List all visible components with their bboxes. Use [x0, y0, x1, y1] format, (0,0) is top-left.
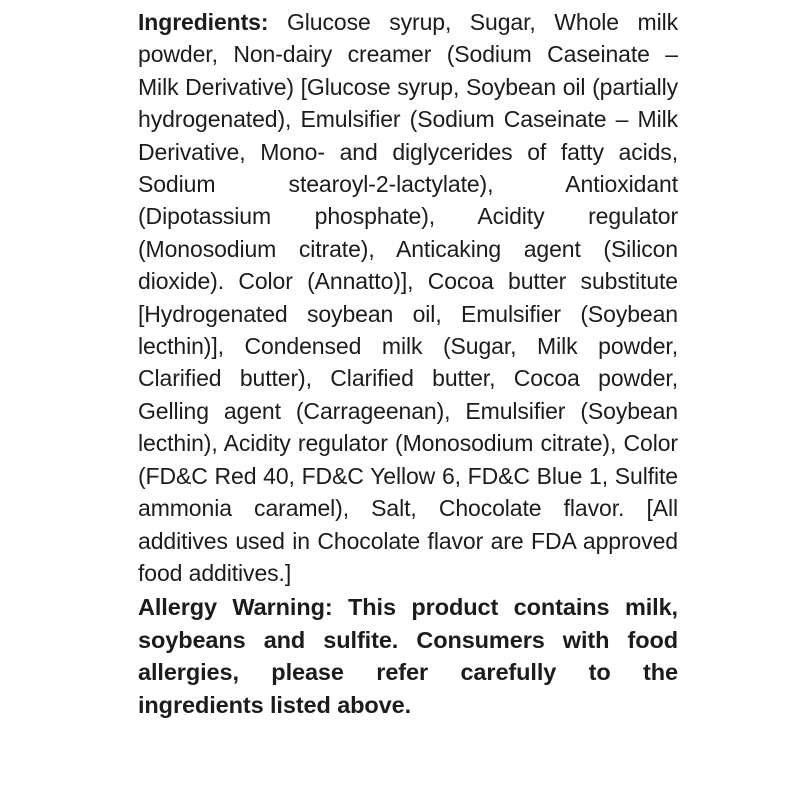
ingredients-heading: Ingredients:: [138, 9, 269, 35]
allergy-warning: Allergy Warning: This product contains milk, soybeans and sulfite. Consumers with food allergies, please refer carefully to the ingredients listed above.: [138, 594, 678, 718]
ingredients-paragraph: [138, 6, 678, 589]
ingredients-list: Glucose syrup, Sugar, Whole milk powder, Non-dairy creamer (Sodium Caseinate – Milk Derivative) [Glucose syrup, Soybean oil (partially hydrogenated), Emulsifier (Sodium Caseinate – Milk Derivative, Mono- and diglycerides of fatty acids, Sodium stearoyl-2-lactylate), Antioxidant (Dipotassium phosphate), Acidity regulator (Monosodium citrate), Anticaking agent (Silicon dioxide). Color (Annatto)], Cocoa butter substitute [Hydrogenated soybean oil, Emulsifier (Soybean lecthin)], Condensed milk (Sugar, Milk powder, Clarified butter), Clarified butter, Cocoa powder, Gelling agent (Carrageenan), Emulsifier (Soybean lecthin), Acidity regulator (Monosodium citrate), Color (FD&C Red 40, FD&C Yellow 6, FD&C Blue 1, Sulfite ammonia caramel), Salt, Chocolate flavor. [All additives used in Chocolate flavor are FDA approved food additives.]: [138, 9, 678, 586]
label-text-block: [138, 6, 678, 721]
